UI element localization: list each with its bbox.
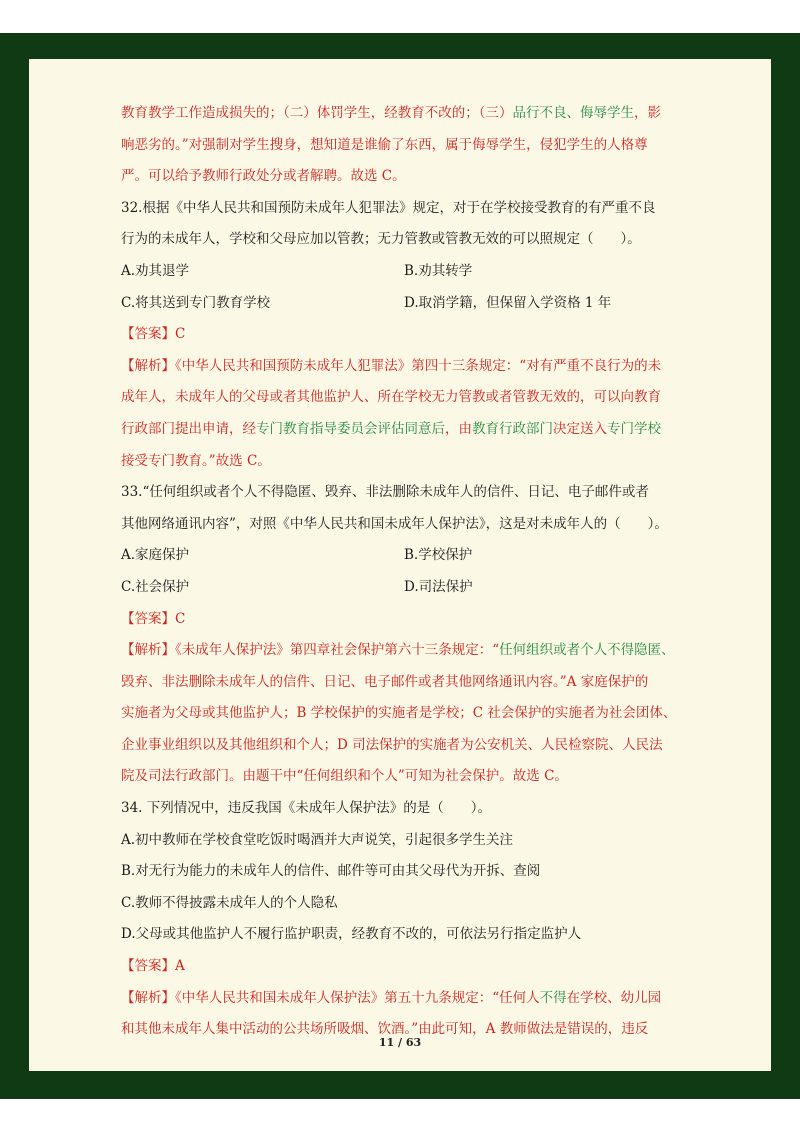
- q33-analysis-line-4: 企业事业组织以及其他组织和个人；D 司法保护的实施者为公安机关、人民检察院、人民法: [121, 736, 663, 753]
- q33-analysis-line-1: [121, 635, 687, 667]
- q34-stem: 34. 下列情况中，违反我国《未成年人保护法》的是（ ）。: [121, 800, 492, 817]
- q33-options-row-1: [121, 540, 687, 572]
- q33-answer: 【答案】C: [121, 610, 186, 627]
- q33-option-a: A.家庭保护: [121, 547, 190, 564]
- q32-options-row-2: [121, 288, 687, 320]
- q33-analysis-line-2: 毁弃、非法删除未成年人的信件、日记、电子邮件或者其他网络通讯内容。”A 家庭保护的: [121, 673, 649, 690]
- q32-stem-line-2: 行为的未成年人，学校和父母应加以管教；无力管教或管教无效的可以照规定（ ）。: [121, 231, 641, 248]
- q33-stem-line-2: 其他网络通讯内容”，对照《中华人民共和国未成年人保护法》，这是对未成年人的（ ）。: [121, 515, 668, 532]
- q34-option-b: B.对无行为能力的未成年人的信件、邮件等可由其父母代为开拆、查阅: [121, 863, 541, 880]
- q32-stem-line-1: 32.根据《中华人民共和国预防未成年人犯罪法》规定，对于在学校接受教育的有严重不良: [121, 199, 656, 216]
- text-segment-highlight: 专门学校: [607, 420, 661, 437]
- q33-option-c: C.社会保护: [121, 578, 190, 595]
- q32-analysis-line-3: [121, 414, 687, 446]
- q34-answer: 【答案】A: [121, 958, 185, 975]
- text-segment-highlight: 教育行政部门: [472, 420, 553, 437]
- q33-analysis-line-5: 院及司法行政部门。由题干中“任何组织和个人”可知为社会保护。故选 C。: [121, 768, 568, 785]
- page-number: 11 / 63: [378, 1036, 422, 1049]
- q32-option-b: B.劝其转学: [404, 262, 473, 279]
- q33-option-b: B.学校保护: [404, 547, 473, 564]
- text-segment: 在学校、幼儿园: [566, 989, 662, 1006]
- q34-option-a: A.初中教师在学校食堂吃饭时喝酒并大声说笑，引起很多学生关注: [121, 831, 514, 848]
- q32-analysis-line-2: 成年人，未成年人的父母或者其他监护人、所在学校无力管教或者管教无效的，可以向教育: [121, 389, 661, 406]
- text-segment: 教育教学工作造成损失的；（二）体罚学生，经教育不改的；（三）: [121, 105, 513, 121]
- intro-line-2: 响恶劣的。”对强制对学生搜身，想知道是谁偷了东西，属于侮辱学生，侵犯学生的人格尊: [121, 136, 648, 153]
- intro-line-1: [121, 98, 687, 130]
- q33-option-d: D.司法保护: [404, 578, 473, 595]
- text-segment: 决定送入: [553, 420, 607, 437]
- text-segment: 【解析】《中华人民共和国未成年人保护法》第五十九条规定：“任何人: [121, 989, 540, 1006]
- text-segment-highlight: 任何组织或者个人不得隐匿、: [499, 642, 675, 659]
- q32-option-a: A.劝其退学: [121, 262, 190, 279]
- text-segment: 行政部门提出申请，经: [121, 420, 256, 437]
- text-segment-highlight: 品行不良、侮辱学生: [512, 105, 634, 121]
- q33-analysis-line-3: 实施者为父母或其他监护人；B 学校保护的实施者是学校；C 社会保护的实施者为社会团体、: [121, 705, 677, 722]
- q32-analysis-line-4: 接受专门教育。”故选 C。: [121, 452, 271, 469]
- q34-option-c: C.教师不得披露未成年人的个人隐私: [121, 894, 338, 911]
- text-segment-highlight: 专门教育指导委员会评估同意后: [256, 420, 445, 437]
- q32-option-c: C.将其送到专门教育学校: [121, 294, 271, 311]
- intro-line-3: 严。可以给予教师行政处分或者解聘。故选 C。: [121, 168, 406, 185]
- q34-analysis-line-2: 和其他未成年人集中活动的公共场所吸烟、饮酒。”由此可知，A 教师做法是错误的，违反: [121, 1021, 649, 1038]
- q34-analysis-line-1: [121, 983, 687, 1015]
- page-content: [121, 98, 687, 1046]
- text-segment: 【解析】《未成年人保护法》第四章社会保护第六十三条规定：“: [121, 642, 500, 659]
- text-segment: ，影: [634, 105, 661, 121]
- q32-option-d: D.取消学籍，但保留入学资格 1 年: [404, 294, 612, 311]
- q33-options-row-2: [121, 572, 687, 604]
- q32-answer: 【答案】C: [121, 326, 186, 343]
- text-segment: ，由: [445, 420, 472, 437]
- q34-option-d: D.父母或其他监护人不履行监护职责，经教育不改的，可依法另行指定监护人: [121, 926, 582, 943]
- q32-analysis-line-1: 【解析】《中华人民共和国预防未成年人犯罪法》第四十三条规定：“对有严重不良行为的未: [121, 357, 662, 374]
- q32-options-row-1: [121, 256, 687, 288]
- text-segment-highlight: 不得: [539, 989, 567, 1006]
- q33-stem-line-1: 33.“任何组织或者个人不得隐匿、毁弃、非法删除未成年人的信件、日记、电子邮件或者: [121, 484, 649, 501]
